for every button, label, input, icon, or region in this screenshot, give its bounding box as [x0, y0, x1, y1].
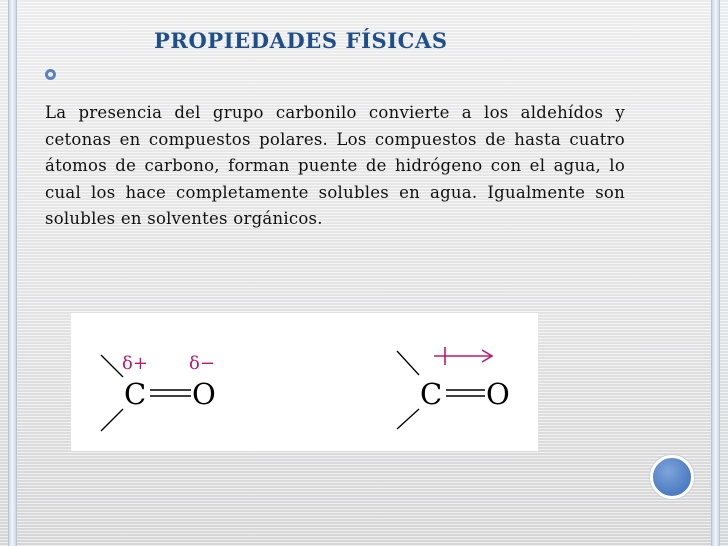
dipole-arrow-icon — [434, 347, 492, 365]
left-frame-bar — [8, 0, 17, 546]
right-lower-bond — [397, 409, 419, 429]
partial-positive-charge: δ+ — [122, 353, 148, 374]
right-frame-bar — [711, 0, 720, 546]
left-carbonyl-structure — [101, 353, 216, 431]
left-upper-bond — [101, 355, 123, 377]
carbonyl-polarity-figure — [71, 313, 538, 451]
partial-negative-charge: δ− — [189, 353, 215, 374]
right-upper-bond — [397, 351, 419, 375]
left-lower-bond — [101, 409, 123, 431]
carbonyl-diagram — [71, 313, 538, 451]
slide-title: PROPIEDADES FÍSICAS — [154, 28, 448, 53]
right-carbonyl-structure — [397, 347, 510, 429]
decorative-circle — [650, 455, 694, 499]
right-oxygen-atom: O — [486, 377, 510, 411]
right-carbon-atom: C — [420, 377, 443, 411]
left-oxygen-atom: O — [192, 377, 216, 411]
slide-paragraph: La presencia del grupo carbonilo convierte a los aldehídos y cetonas en compuestos polares. Los compuestos de hasta cuatro átomos de carbono, forman puente de hidrógeno con el agua, lo cual los hace completamente solubles en agua. Igualmente son solubles en solventes orgánicos. — [45, 103, 625, 228]
bullet-ring-icon — [45, 69, 56, 80]
left-carbon-atom: C — [124, 377, 147, 411]
